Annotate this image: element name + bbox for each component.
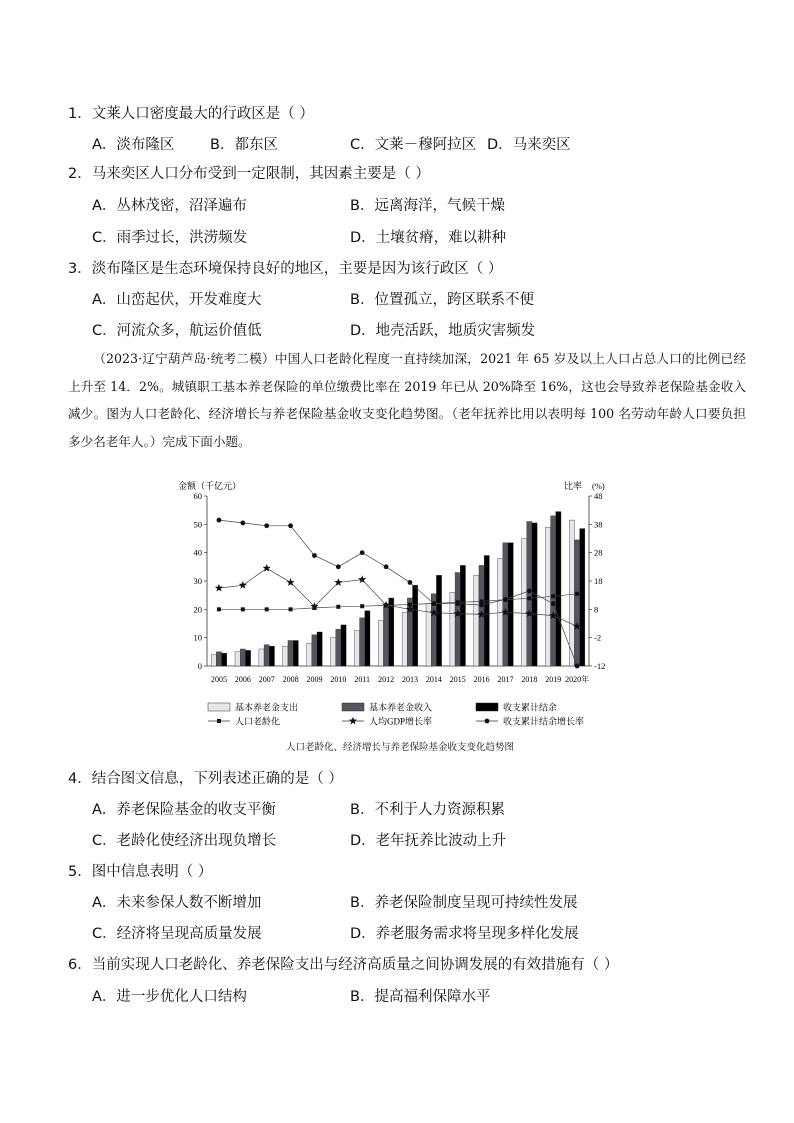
bar-1 — [259, 649, 264, 666]
pension-trend-chart — [170, 476, 630, 738]
bar-2 — [551, 516, 556, 666]
question-3-option-b[interactable]: B．位置孤立，跨区联系不便 — [350, 292, 534, 308]
point-star — [286, 578, 294, 586]
x-tick-label: 2017 — [497, 675, 514, 684]
bar-2 — [503, 543, 508, 666]
question-3-stem: 3．淡布隆区是生态环境保持良好的地区，主要是因为该行政区（ ） — [68, 261, 503, 277]
legend-marker — [349, 717, 357, 725]
question-3-option-a[interactable]: A．山峦起伏，开发难度大 — [92, 292, 262, 308]
question-4-stem: 4．结合图文信息，下列表述正确的是（ ） — [68, 771, 343, 787]
right-axis-title: 比率 — [564, 481, 583, 491]
question-3-option-d[interactable]: D．地壳活跃，地质灾害频发 — [350, 323, 536, 339]
bar-1 — [307, 643, 312, 666]
bar-2 — [527, 522, 532, 667]
point-circle — [575, 664, 580, 669]
question-3-option-c[interactable]: C．河流众多，航运价值低 — [92, 323, 262, 339]
bar-1 — [569, 520, 574, 666]
legend-label: 人均GDP增长率 — [369, 716, 433, 727]
point-star — [239, 581, 247, 589]
point-circle — [217, 518, 222, 523]
point-circle — [240, 521, 245, 526]
point-circle — [312, 553, 317, 558]
point-circle — [336, 564, 341, 569]
x-tick-label: 2006 — [234, 675, 251, 684]
question-1-option-a[interactable]: A．淡布隆区 — [92, 137, 175, 153]
chart-caption: 人口老龄化、经济增长与养老保险基金收支变化趋势图 — [285, 742, 514, 753]
bar-2 — [264, 645, 269, 666]
legend-swatch — [342, 703, 364, 711]
question-6-option-a[interactable]: A．进一步优化人口结构 — [92, 989, 247, 1005]
question-5-option-b[interactable]: B．养老保险制度呈现可持续性发展 — [350, 895, 578, 911]
question-5-option-d[interactable]: D．养老服务需求将呈现多样化发展 — [350, 926, 579, 942]
bar-2 — [288, 641, 293, 667]
left-tick-label: 20 — [193, 604, 202, 615]
point-star — [334, 578, 342, 586]
x-tick-label: 2011 — [354, 675, 371, 684]
point-square — [217, 607, 221, 611]
bar-3 — [317, 632, 322, 666]
question-5-stem: 5．图中信息表明（ ） — [68, 864, 213, 880]
question-5-option-a[interactable]: A．未来参保人数不断增加 — [92, 895, 262, 911]
bar-3 — [556, 512, 561, 666]
question-6-option-b[interactable]: B．提高福利保障水平 — [350, 989, 491, 1005]
right-tick-label: -2 — [594, 632, 602, 643]
point-circle — [360, 550, 365, 555]
bar-3 — [508, 543, 513, 666]
question-1-option-d[interactable]: D．马来奕区 — [487, 137, 571, 153]
right-tick-label: 48 — [594, 491, 603, 501]
question-5-option-c[interactable]: C．经济将呈现高质量发展 — [92, 926, 262, 942]
left-tick-label: 40 — [193, 547, 202, 558]
bar-2 — [216, 652, 221, 666]
x-tick-label: 2005 — [210, 675, 227, 684]
bar-2 — [455, 573, 460, 667]
bar-3 — [413, 585, 418, 666]
point-star — [215, 584, 223, 592]
point-circle — [264, 523, 269, 528]
question-1-stem: 1．文莱人口密度最大的行政区是（ ） — [68, 106, 314, 122]
bar-1 — [426, 604, 431, 666]
point-square — [360, 604, 364, 608]
point-star — [358, 575, 366, 583]
left-tick-label: 30 — [193, 576, 202, 586]
bar-1 — [283, 646, 288, 666]
right-tick-label: 28 — [594, 547, 603, 558]
legend-label: 基本养老金收入 — [369, 702, 433, 713]
legend-swatch — [476, 703, 498, 711]
x-tick-label: 2020年 — [565, 675, 590, 684]
legend-marker — [217, 719, 221, 723]
question-4-option-b[interactable]: B．不利于人力资源积累 — [350, 802, 505, 818]
point-circle — [455, 601, 460, 606]
passage-text: （2023·辽宁葫芦岛·统考二模）中国人口老龄化程度一直持续加深，2021 年 65 岁及以上人口占总人口的比例已经上升至 14．2%。城镇职工基本养老保险的单位缴费比率在 2019 年已从 20%降至 16%，这也会导致养老保险基金收入减少。图为人口老龄化、经济增长与养老保险基金收支变化趋势图。（老年抚养比用以表明每 100 名劳动年龄人口要负担多少名老年人。）完成下面小题。 — [68, 351, 746, 449]
x-tick-label: 2015 — [449, 675, 466, 684]
bar-1 — [354, 631, 359, 666]
left-axis-title: 金额（千亿元） — [178, 481, 242, 491]
bar-2 — [336, 629, 341, 666]
point-square — [527, 596, 531, 600]
x-tick-label: 2013 — [401, 675, 418, 684]
bar-1 — [235, 652, 240, 666]
bar-3 — [460, 565, 465, 666]
left-tick-label: 0 — [197, 661, 202, 671]
x-tick-label: 2009 — [306, 675, 323, 684]
point-circle — [503, 597, 508, 602]
bar-1 — [474, 575, 479, 666]
question-1-option-c[interactable]: C．文莱－穆阿拉区 — [350, 137, 477, 153]
bar-3 — [222, 653, 227, 666]
point-circle — [431, 601, 436, 606]
x-tick-label: 2014 — [425, 675, 442, 684]
legend-label: 收支累计结余 — [503, 702, 558, 713]
question-2-option-c[interactable]: C．雨季过长，洪涝频发 — [92, 230, 248, 246]
legend-swatch — [208, 703, 230, 711]
x-tick-label: 2010 — [330, 675, 347, 684]
right-tick-label: 18 — [594, 576, 603, 586]
point-square — [575, 592, 579, 596]
question-1-option-b[interactable]: B．都东区 — [210, 137, 278, 153]
right-tick-label: 8 — [594, 604, 599, 615]
bar-1 — [402, 612, 407, 666]
point-square — [289, 607, 293, 611]
x-tick-label: 2016 — [473, 675, 490, 684]
bar-3 — [389, 598, 394, 666]
point-square — [336, 605, 340, 609]
bar-2 — [312, 635, 317, 666]
point-circle — [551, 601, 556, 606]
legend-label: 基本养老金支出 — [235, 702, 299, 713]
left-tick-label: 10 — [193, 632, 202, 643]
question-2-stem: 2．马来奕区人口分布受到一定限制，其因素主要是（ ） — [68, 166, 430, 182]
question-4-option-c[interactable]: C．老龄化使经济出现负增长 — [92, 833, 277, 849]
bar-3 — [365, 611, 370, 666]
bar-3 — [436, 575, 441, 666]
legend-label: 收支累计结余增长率 — [503, 716, 585, 727]
x-tick-label: 2012 — [378, 675, 395, 684]
bar-3 — [341, 625, 346, 666]
left-tick-label: 50 — [193, 519, 202, 530]
bar-3 — [269, 646, 274, 666]
bar-2 — [240, 649, 245, 666]
bar-2 — [574, 540, 579, 666]
left-tick-label: 60 — [193, 491, 202, 501]
question-2-option-b[interactable]: B．远离海洋，气候干燥 — [350, 198, 505, 214]
point-square — [551, 594, 555, 598]
question-2-option-d[interactable]: D．土壤贫瘠，难以耕种 — [350, 230, 507, 246]
x-tick-label: 2019 — [545, 675, 562, 684]
bar-1 — [378, 621, 383, 666]
bar-1 — [211, 655, 216, 666]
legend-marker — [485, 719, 490, 724]
question-6-stem: 6．当前实现人口老龄化、养老保险支出与经济高质量之间协调发展的有效措施有（ ） — [68, 957, 619, 973]
point-square — [265, 607, 269, 611]
bar-1 — [331, 638, 336, 666]
right-tick-label: -12 — [594, 661, 606, 671]
point-circle — [408, 580, 413, 585]
question-2-option-a[interactable]: A．丛林茂密，沼泽遍布 — [92, 198, 247, 214]
question-4-option-d[interactable]: D．老年抚养比波动上升 — [350, 833, 507, 849]
point-square — [241, 607, 245, 611]
question-4-option-a[interactable]: A．养老保险基金的收支平衡 — [92, 802, 276, 818]
point-circle — [527, 589, 532, 594]
reading-passage — [68, 345, 746, 455]
point-circle — [384, 564, 389, 569]
right-tick-label: 38 — [594, 519, 603, 530]
x-tick-label: 2008 — [282, 675, 299, 684]
bar-3 — [484, 556, 489, 667]
chart-legend — [208, 702, 584, 727]
legend-label: 人口老龄化 — [235, 716, 281, 727]
bar-2 — [360, 618, 365, 666]
point-circle — [479, 603, 484, 608]
bar-3 — [245, 650, 250, 666]
bar-3 — [580, 529, 585, 666]
bar-3 — [293, 641, 298, 667]
point-circle — [288, 523, 293, 528]
x-tick-label: 2007 — [258, 675, 275, 684]
bar-1 — [522, 539, 527, 667]
x-tick-label: 2018 — [521, 675, 538, 684]
right-axis-unit: (%) — [592, 481, 605, 491]
bar-2 — [383, 607, 388, 667]
